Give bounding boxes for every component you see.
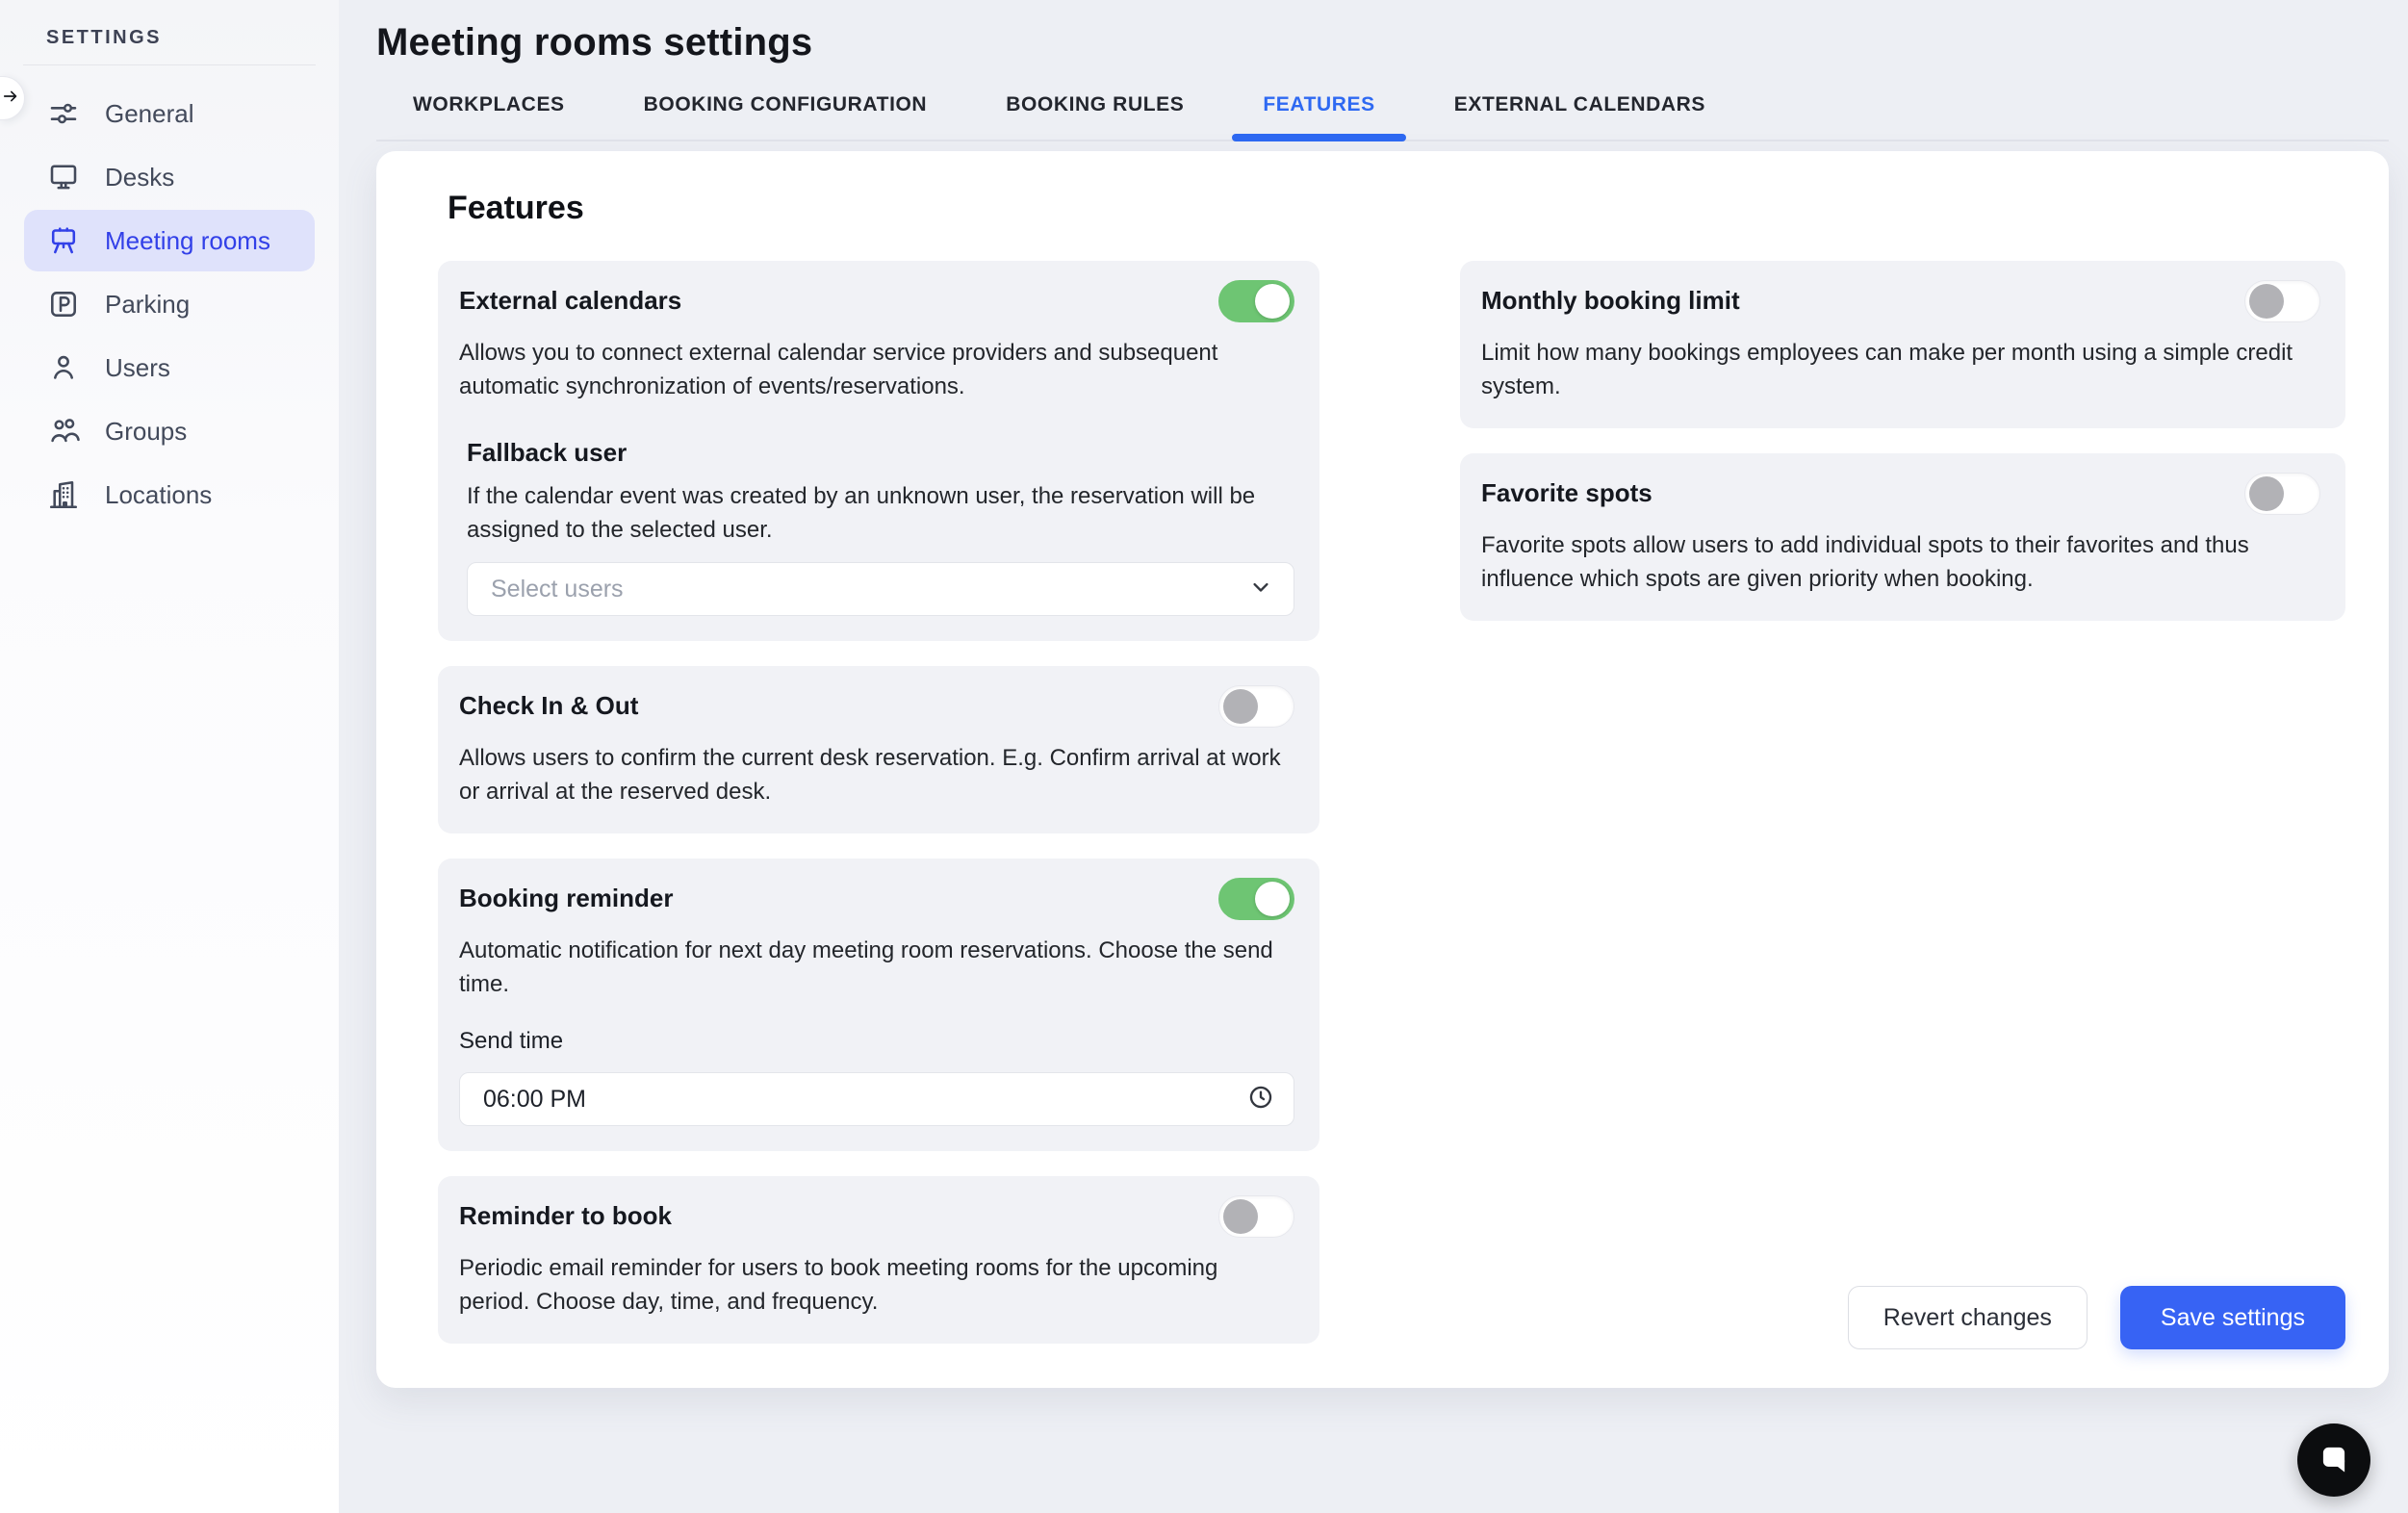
- feature-title: Booking reminder: [459, 884, 674, 912]
- feature-title: Monthly booking limit: [1481, 286, 1740, 315]
- tab-features[interactable]: FEATURES: [1263, 93, 1374, 140]
- arrow-right-icon: [1, 87, 20, 111]
- feature-description: Automatic notification for next day meeting room reservations. Choose the send time.: [459, 937, 1273, 997]
- sidebar-item-label: Meeting rooms: [105, 225, 270, 255]
- feature-title: Favorite spots: [1481, 478, 1652, 507]
- send-time-value: 06:00 PM: [483, 1085, 587, 1113]
- feature-booking-reminder: [438, 859, 1319, 1151]
- toggle-knob: [1255, 284, 1290, 319]
- building-icon: [45, 476, 82, 513]
- sidebar-item-groups[interactable]: [24, 400, 315, 462]
- feature-reminder-to-book: [438, 1176, 1319, 1344]
- feature-header: [1481, 473, 2320, 515]
- feature-title: External calendars: [459, 286, 682, 315]
- monitor-icon: [45, 159, 82, 195]
- features-panel: [376, 151, 2389, 1388]
- chat-launcher-button[interactable]: [2297, 1423, 2370, 1497]
- toggle-knob: [1223, 689, 1258, 724]
- sidebar-item-locations[interactable]: [24, 464, 315, 526]
- page-title: Meeting rooms settings: [376, 21, 813, 64]
- sidebar-item-general[interactable]: [24, 83, 315, 144]
- toggle-knob: [1255, 882, 1290, 916]
- sidebar-item-label: Desks: [105, 162, 175, 192]
- sidebar-item-label: Users: [105, 352, 170, 382]
- features-grid: [438, 261, 2345, 1344]
- sidebar-item-desks[interactable]: [24, 146, 315, 208]
- reminder-to-book-toggle[interactable]: [1218, 1195, 1294, 1238]
- save-settings-button[interactable]: Save settings: [2120, 1286, 2345, 1349]
- sidebar-item-label: Parking: [105, 289, 191, 319]
- chat-bubble-icon: [2315, 1439, 2353, 1482]
- booking-reminder-toggle[interactable]: [1218, 878, 1294, 920]
- feature-description: Allows you to connect external calendar service providers and subsequent automatic synchronization of events/reservations.: [459, 340, 1218, 399]
- tab-booking-configuration[interactable]: BOOKING CONFIGURATION: [643, 93, 928, 115]
- parking-icon: [45, 286, 82, 322]
- panel-actions: [1848, 1286, 2345, 1349]
- toggle-knob: [1223, 1199, 1258, 1234]
- clock-icon: [1247, 1084, 1274, 1116]
- easel-icon: [45, 222, 82, 259]
- fallback-user-select[interactable]: [467, 562, 1294, 616]
- feature-description: Favorite spots allow users to add individual spots to their favorites and thus influence which spots are given priority when booking.: [1481, 532, 2249, 592]
- revert-changes-button[interactable]: Revert changes: [1848, 1286, 2088, 1349]
- tab-booking-rules[interactable]: BOOKING RULES: [1006, 93, 1185, 115]
- fallback-user-description: If the calendar event was created by an unknown user, the reservation will be assigned to the selected user.: [467, 483, 1256, 543]
- feature-description: Limit how many bookings employees can make per month using a simple credit system.: [1481, 340, 2293, 399]
- monthly-booking-limit-toggle[interactable]: [2244, 280, 2320, 322]
- feature-title: Reminder to book: [459, 1201, 673, 1230]
- sidebar-heading: SETTINGS: [46, 27, 163, 48]
- feature-header: [1481, 280, 2320, 322]
- external-calendars-toggle[interactable]: [1218, 280, 1294, 322]
- feature-title: Check In & Out: [459, 691, 639, 720]
- check-in-out-toggle[interactable]: [1218, 685, 1294, 728]
- select-placeholder: Select users: [491, 575, 624, 603]
- tab-external-calendars[interactable]: EXTERNAL CALENDARS: [1453, 93, 1706, 115]
- settings-tabbar: [376, 93, 2389, 141]
- feature-favorite-spots: [1460, 453, 2345, 621]
- send-time-label: Send time: [459, 1028, 564, 1054]
- feature-header: [459, 878, 1294, 920]
- feature-external-calendars: [438, 261, 1319, 641]
- features-column-left: [438, 261, 1319, 1344]
- favorite-spots-toggle[interactable]: [2244, 473, 2320, 515]
- settings-sidebar: [0, 0, 339, 1513]
- sidebar-item-label: General: [105, 98, 194, 128]
- feature-header: [459, 685, 1294, 728]
- feature-check-in-out: [438, 666, 1319, 833]
- sidebar-item-label: Locations: [105, 479, 213, 509]
- toggle-knob: [2249, 476, 2284, 511]
- user-icon: [45, 349, 82, 386]
- feature-description: Periodic email reminder for users to book meeting rooms for the upcoming period. Choose day, time, and frequency.: [459, 1255, 1218, 1315]
- feature-header: [459, 280, 1294, 322]
- feature-description: Allows users to confirm the current desk reservation. E.g. Confirm arrival at work or arrival at the reserved desk.: [459, 745, 1281, 805]
- send-time-input[interactable]: [459, 1072, 1294, 1126]
- sidebar-item-meeting-rooms[interactable]: [24, 210, 315, 271]
- sidebar-item-users[interactable]: [24, 337, 315, 398]
- users-icon: [45, 413, 82, 449]
- main-content: [339, 0, 2408, 1513]
- toggle-knob: [2249, 284, 2284, 319]
- sidebar-divider: [23, 64, 316, 65]
- sliders-icon: [45, 95, 82, 132]
- tab-workplaces[interactable]: WORKPLACES: [413, 93, 565, 115]
- sidebar-item-parking[interactable]: [24, 273, 315, 335]
- feature-monthly-booking-limit: [1460, 261, 2345, 428]
- fallback-user-section: [459, 438, 1294, 616]
- fallback-user-label: Fallback user: [467, 438, 628, 467]
- sidebar-item-label: Groups: [105, 416, 188, 446]
- chevron-down-icon: [1247, 574, 1274, 605]
- features-column-right: [1460, 261, 2345, 621]
- feature-header: [459, 1195, 1294, 1238]
- sidebar-nav: [0, 83, 339, 526]
- panel-heading: Features: [448, 190, 584, 226]
